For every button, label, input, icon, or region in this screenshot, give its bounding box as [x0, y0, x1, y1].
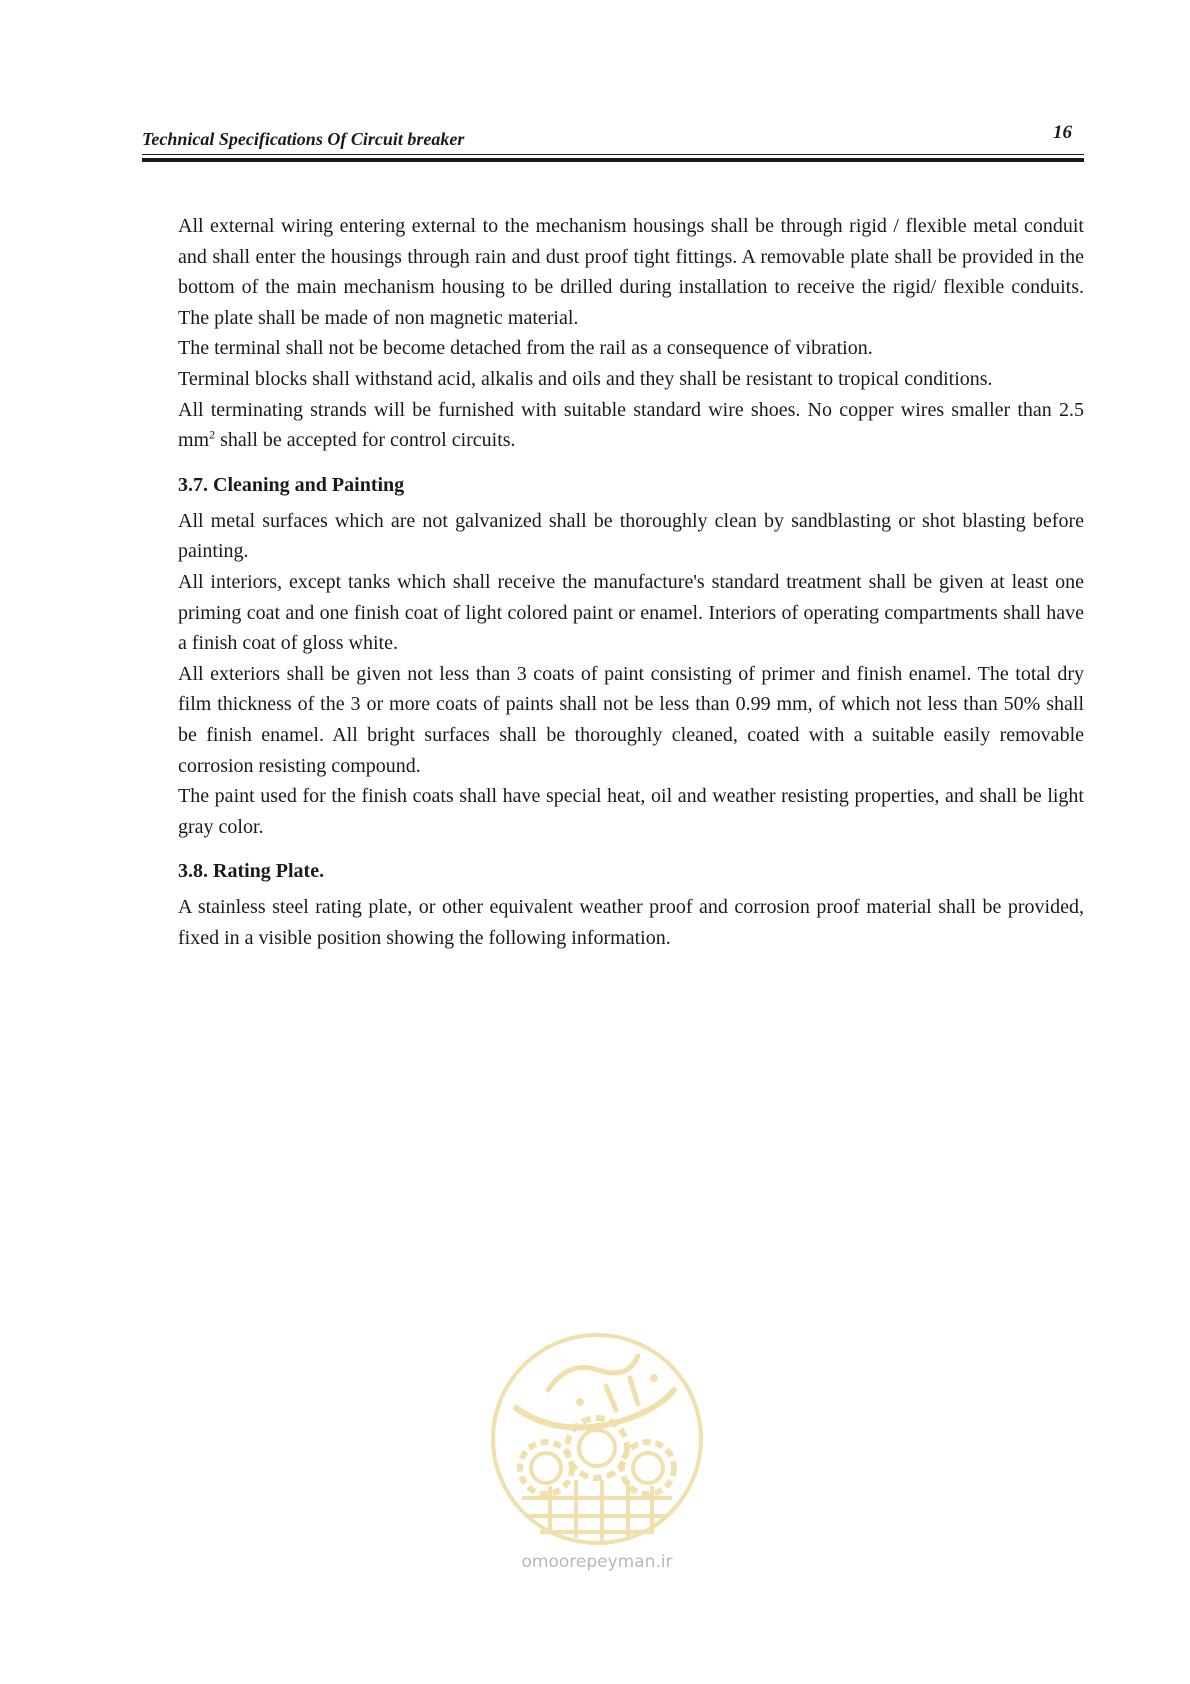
section-heading-rating-plate: 3.8. Rating Plate. — [178, 860, 325, 883]
paragraph-wire-shoes — [178, 395, 1084, 456]
paragraph-exteriors: All exteriors shall be given not less than 3 coats of paint consisting of primer and finish enamel. The total dry film thickness of the 3 or more coats of paints shall not be less than 0.99 mm, of which not less than 50% shall be finish enamel. All bright surfaces shall be thoroughly cleaned, coated with a suitable easily removable corrosion resisting compound. — [178, 662, 1084, 777]
paragraph-metal-surfaces: All metal surfaces which are not galvanized shall be thoroughly clean by sandblasting or shot blasting before painting. — [178, 509, 1084, 563]
paragraph-terminal-rail: The terminal shall not be become detached from the rail as a consequence of vibration. — [178, 337, 873, 360]
paragraph-interiors: All interiors, except tanks which shall receive the manufacture's standard treatment shall be given at least one priming coat and one finish coat of light colored paint or enamel. Interiors of operating compartments shall have a finish coat of gloss white. — [178, 570, 1084, 655]
watermark-caption: omoorepeyman.ir — [521, 1552, 673, 1572]
superscript-2: 2 — [209, 427, 216, 442]
page-header — [142, 118, 1084, 168]
header-rule-thin — [142, 154, 1084, 155]
page-number: 16 — [1053, 122, 1072, 143]
logo-emblem-icon — [488, 1330, 706, 1548]
header-rule-thick — [142, 158, 1084, 162]
paragraph-terminal-blocks: Terminal blocks shall withstand acid, alkalis and oils and they shall be resistant to tropical conditions. — [178, 367, 993, 390]
paragraph-rating-plate: A stainless steel rating plate, or other equivalent weather proof and corrosion proof material shall be provided, fixed in a visible position showing the following information. — [178, 896, 1084, 949]
page-content — [178, 211, 1084, 953]
watermark-logo — [488, 1330, 706, 1580]
wire-shoes-text: All terminating strands will be furnished with suitable standard wire shoes. No copper wires smaller than 2.5 mm — [178, 398, 1084, 452]
document-title: Technical Specifications Of Circuit breaker — [142, 129, 465, 149]
wire-shoes-text-end: shall be accepted for control circuits. — [215, 429, 516, 452]
section-heading-cleaning-painting: 3.7. Cleaning and Painting — [178, 473, 405, 496]
paragraph-finish-paint: The paint used for the finish coats shall have special heat, oil and weather resisting properties, and shall be light gray color. — [178, 785, 1084, 838]
paragraph-external-wiring: All external wiring entering external to the mechanism housings shall be through rigid / flexible metal conduit and shall enter the housings through rain and dust proof tight fittings. A removable plate shall be provided in the bottom of the main mechanism housing to be drilled during installation to receive the rigid/ flexible conduits. The plate shall be made of non magnetic material. — [178, 215, 1084, 329]
